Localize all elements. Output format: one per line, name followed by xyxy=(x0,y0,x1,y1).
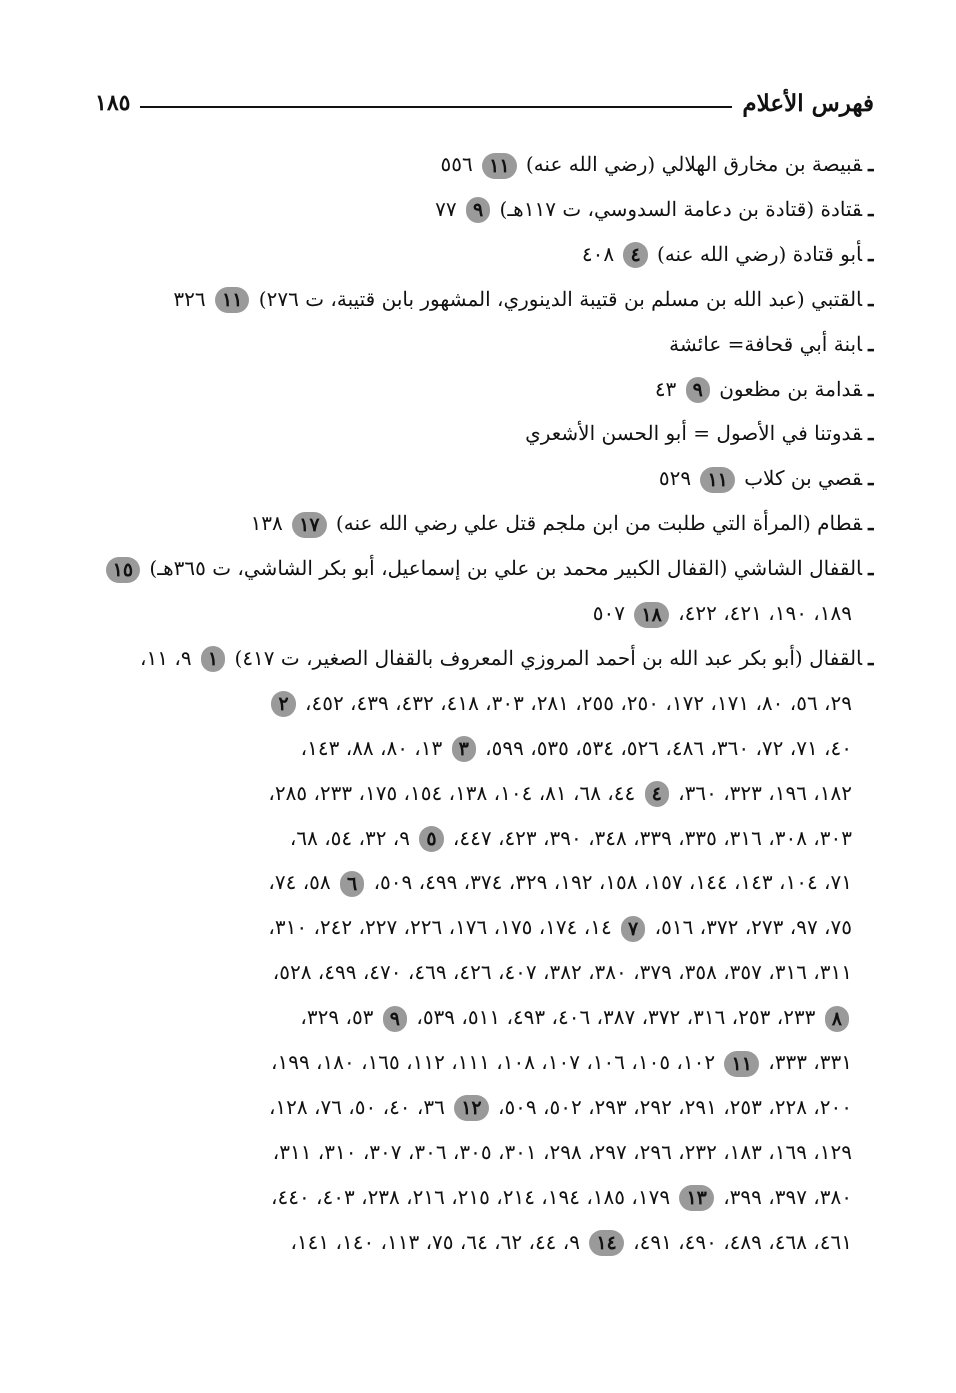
entry-text: ٣٨٠، ٣٩٧، ٣٩٩، xyxy=(716,1184,852,1209)
index-entry xyxy=(76,232,874,276)
entry-dash: ـ xyxy=(868,421,874,446)
entry-text: ٣٦، ٤٠، ٥٠، ٧٦، ١٢٨، xyxy=(268,1094,452,1119)
index-entry xyxy=(76,411,874,455)
volume-badge: ٨ xyxy=(825,1006,849,1032)
entry-text: ٢٣٣، ٢٥٣، ٣١٦، ٣٧٢، ٣٨٧، ٤٠٦، ٤٩٣، ٥١١، ٥٣٩، xyxy=(410,1005,822,1030)
entry-dash: ـ xyxy=(868,196,874,221)
entry-text: ١٨٩، ١٩٠، ٤٢١، ٤٢٢، xyxy=(671,601,852,625)
running-header xyxy=(95,86,874,120)
header-rule xyxy=(140,106,732,108)
entry-dash: ـ xyxy=(868,466,874,491)
volume-badge: ٩ xyxy=(383,1006,407,1032)
entry-text: قطام (المرأة التي طلبت من ابن ملجم قتل علي رضي الله عنه) xyxy=(329,511,863,536)
page-number: ١٨٥ xyxy=(95,90,131,116)
volume-badge: ١٥ xyxy=(106,557,140,583)
page-title: فهرس الأعلام xyxy=(742,89,874,117)
entry-text: القفال الشاشي (القفال الكبير محمد بن علي بن إسماعيل، أبو بكر الشاشي، ت ٣٦٥هـ) xyxy=(143,556,863,581)
entry-dash: ـ xyxy=(868,556,874,581)
index-entry xyxy=(76,187,874,231)
index-entry xyxy=(76,501,874,545)
volume-badge: ٦ xyxy=(340,871,364,897)
index-continuation-line xyxy=(76,950,852,994)
index-entry xyxy=(76,456,874,500)
entry-text: ١٤، ١٧٤، ١٧٥، ١٧٦، ٢٢٦، ٢٢٧، ٢٤٢، ٣١٠، xyxy=(268,915,619,940)
index-continuation-line xyxy=(76,816,852,860)
entry-text: ٤٠، ٧١، ٧٢، ٣٦٠، ٤٨٦، ٥٢٦، ٥٣٤، ٥٣٥، ٥٩٩، xyxy=(478,735,852,760)
entry-dash: ـ xyxy=(868,286,874,311)
entry-text: ٣٣١، ٣٣٣، xyxy=(761,1050,852,1074)
volume-badge: ١ xyxy=(201,646,225,672)
entry-text: ١٨٢، ١٩٦، ٣٢٣، ٣٦٠، xyxy=(671,780,852,805)
index-continuation-line xyxy=(76,681,852,725)
entry-text: ٤٣ xyxy=(654,376,683,401)
volume-badge: ١٨ xyxy=(634,602,668,628)
volume-badge: ١٣ xyxy=(679,1185,713,1211)
volume-badge: ٩ xyxy=(686,377,710,403)
entry-text: ٣٢٦ xyxy=(173,286,213,311)
entry-text: ٧٧ xyxy=(435,196,463,221)
entry-text: ١٢٩، ١٦٩، ١٨٣، ٢٣٢، ٢٩٦، ٢٩٧، ٢٩٨، ٣٠١، ٣٠٥، ٣٠٦، ٣٠٧، ٣١٠، ٣١١، xyxy=(272,1139,852,1164)
entry-text: قدامة بن مظعون xyxy=(712,376,863,401)
volume-badge: ١١ xyxy=(215,287,249,313)
entry-dash: ـ xyxy=(868,241,874,266)
entry-text: ابنة أبي قحافة= عائشة xyxy=(669,331,863,356)
index-entry xyxy=(76,142,874,186)
entry-text: ١٣٨ xyxy=(250,511,290,536)
volume-badge: ٧ xyxy=(621,916,645,942)
index-continuation-line xyxy=(76,1040,852,1084)
volume-badge: ٥ xyxy=(419,826,443,852)
index-entry xyxy=(76,367,874,411)
entry-text: ٥٣، ٣٢٩، xyxy=(300,1005,380,1030)
index-continuation-line xyxy=(76,726,852,770)
volume-badge: ١١ xyxy=(724,1051,758,1077)
volume-badge: ٩ xyxy=(466,197,490,223)
index-continuation-line xyxy=(76,1085,852,1129)
index-entry xyxy=(76,636,874,680)
volume-badge: ١١ xyxy=(482,153,516,179)
volume-badge: ١٧ xyxy=(292,512,326,538)
entry-text: قتادة (قتادة بن دعامة السدوسي، ت ١١٧هـ) xyxy=(493,196,863,221)
entry-text: ٩، ٤٤، ٦٢، ٦٤، ٧٥، ١١٣، ١٤٠، ١٤١، xyxy=(290,1229,587,1254)
entry-text: ٤٦١، ٤٦٨، ٤٨٩، ٤٩٠، ٤٩١، xyxy=(626,1229,852,1254)
entry-text: ٥٥٦ xyxy=(440,152,480,176)
index-entry xyxy=(76,546,874,590)
volume-badge: ٢ xyxy=(271,691,295,717)
index-continuation-line xyxy=(76,905,852,949)
volume-badge: ١٢ xyxy=(454,1095,488,1121)
volume-badge: ٣ xyxy=(452,736,476,762)
entry-text: قصي بن كلاب xyxy=(737,466,863,491)
entry-text: القتبي (عبد الله بن مسلم بن قتيبة الدينوري، المشهور بابن قتيبة، ت ٢٧٦) xyxy=(252,286,863,311)
entry-dash: ـ xyxy=(868,511,874,536)
volume-badge: ١١ xyxy=(700,467,734,493)
entry-text: ١٧٩، ١٨٥، ١٩٤، ٢١٤، ٢١٥، ٢١٦، ٢٣٨، ٤٠٣، ٤٤٠، xyxy=(271,1184,677,1209)
entry-dash: ـ xyxy=(868,645,874,670)
entry-text: ٥٢٩ xyxy=(658,466,698,491)
index-entry xyxy=(76,277,874,321)
volume-badge: ٤ xyxy=(645,781,669,807)
index-continuation-line xyxy=(76,771,852,815)
entry-dash: ـ xyxy=(868,152,874,176)
entry-text: ٧٥، ٩٧، ٢٧٣، ٣٧٢، ٥١٦، xyxy=(648,915,852,940)
index-continuation-line xyxy=(76,860,852,904)
entry-text: ٣١١، ٣١٦، ٣٥٧، ٣٥٨، ٣٧٩، ٣٨٠، ٣٨٢، ٤٠٧، ٤٢٦، ٤٦٩، ٤٧٠، ٤٩٩، ٥٢٨، xyxy=(272,960,852,985)
entry-dash: ـ xyxy=(868,376,874,401)
entry-text: ٤٤، ٦٨، ٨١، ١٠٤، ١٣٨، ١٥٤، ١٧٥، ٢٣٣، ٢٨٥، xyxy=(268,780,642,805)
index-continuation-line xyxy=(76,1175,852,1219)
entry-text: ٧١، ١٠٤، ١٤٣، ١٤٤، ١٥٧، ١٥٨، ١٩٢، ٣٢٩، ٣٧٤، ٤٩٩، ٥٠٩، xyxy=(367,870,852,895)
entry-text: قدوتنا في الأصول = أبو الحسن الأشعري xyxy=(525,421,863,446)
entry-text: القفال (أبو بكر عبد الله بن أحمد المروزي المعروف بالقفال الصغير، ت ٤١٧) xyxy=(228,645,863,670)
index-entry xyxy=(76,322,874,366)
volume-badge: ٤ xyxy=(623,242,647,268)
index-continuation-line xyxy=(76,591,852,635)
entry-text: ٢٩، ٥٦، ٨٠، ١٧١، ١٧٢، ٢٥٠، ٢٥٥، ٢٨١، ٣٠٣، ٤١٨، ٤٣٢، ٤٣٩، ٤٥٢، xyxy=(298,690,852,715)
index-continuation-line xyxy=(76,995,852,1039)
entry-dash: ـ xyxy=(868,331,874,356)
entry-text: ٥٠٧ xyxy=(592,601,632,625)
entry-text: ٥٨، ٧٤، xyxy=(268,870,338,895)
entry-text: قبيصة بن مخارق الهلالي (رضي الله عنه) xyxy=(519,152,863,176)
entry-text: ١٠٢، ١٠٥، ١٠٦، ١٠٧، ١٠٨، ١١١، ١١٢، ١٦٥، ١٨٠، ١٩٩، xyxy=(271,1050,722,1074)
entry-text: أبو قتادة (رضي الله عنه) xyxy=(650,241,863,266)
entry-text: ٩، ١١، xyxy=(140,645,198,670)
entry-text: ٤٠٨ xyxy=(581,241,621,266)
index-continuation-line xyxy=(76,1130,852,1174)
entry-text: ٩، ٣٢، ٥٤، ٦٨، xyxy=(289,825,417,850)
index-continuation-line xyxy=(76,1220,852,1264)
entry-text: ١٣، ٨٠، ٨٨، ١٤٣، xyxy=(300,735,449,760)
volume-badge: ١٤ xyxy=(589,1230,623,1256)
entry-text: ٣٠٣، ٣٠٨، ٣١٦، ٣٣٥، ٣٣٩، ٣٤٨، ٣٩٠، ٤٢٣، ٤٤٧، xyxy=(446,825,852,850)
entry-text: ٢٠٠، ٢٢٨، ٢٥٣، ٢٩١، ٢٩٢، ٢٩٣، ٥٠٢، ٥٠٩، xyxy=(491,1094,852,1119)
